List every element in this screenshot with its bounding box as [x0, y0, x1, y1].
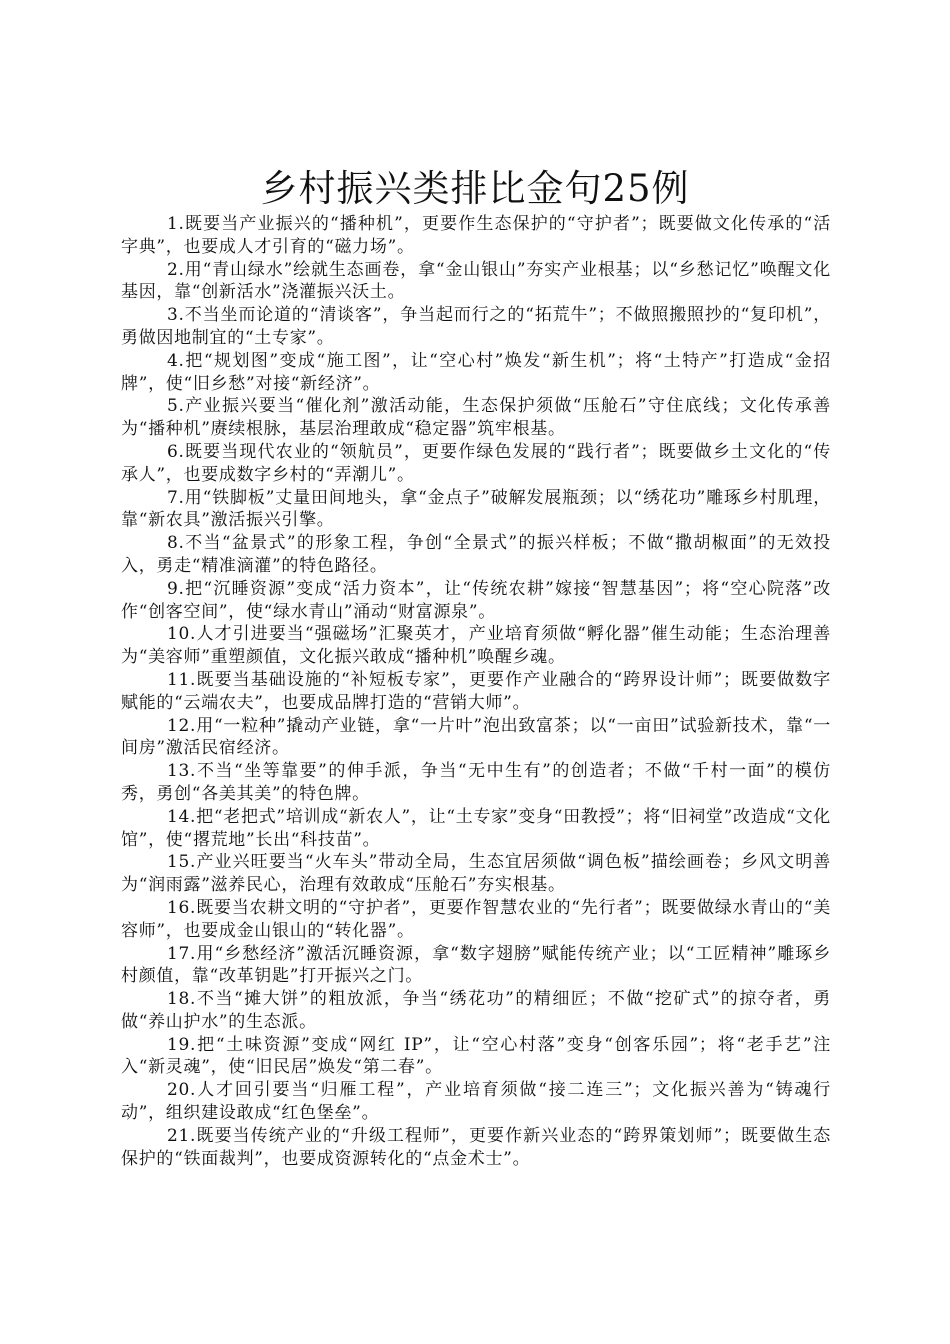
list-item: 9.把“沉睡资源”变成“活力资本”，让“传统农耕”嫁接“智慧基因”；将“空心院落”改作“创客空间”，使“绿水青山”涌动“财富源泉”。	[121, 578, 831, 622]
document-title: 乡村振兴类排比金句25例	[260, 167, 690, 210]
list-item: 7.用“铁脚板”丈量田间地头，拿“金点子”破解发展瓶颈；以“绣花功”雕琢乡村肌理，靠“新农具”激活振兴引擎。	[121, 487, 831, 531]
list-item: 18.不当“摊大饼”的粗放派，争当“绣花功”的精细匠；不做“挖矿式”的掠夺者，勇做“养山护水”的生态派。	[121, 989, 831, 1032]
list-item: 10.人才引进要当“强磁场”汇聚英才，产业培育须做“孵化器”催生动能；生态治理善为“美容师”重塑颜值，文化振兴敢成“播种机”唤醒乡魂。	[121, 624, 831, 668]
list-item: 5.产业振兴要当“催化剂”激活动能，生态保护须做“压舱石”守住底线；文化传承善为“播种机”赓续根脉，基层治理敢成“稳定器”筑牢根基。	[121, 396, 831, 440]
item-list	[121, 213, 831, 1170]
list-item: 14.把“老把式”培训成“新农人”，让“土专家”变身“田教授”；将“旧祠堂”改造成“文化馆”，使“撂荒地”长出“科技苗”。	[121, 806, 831, 850]
list-item: 20.人才回引要当“归雁工程”，产业培育须做“接二连三”；文化振兴善为“铸魂行动”，组织建设敢成“红色堡垒”。	[121, 1080, 831, 1124]
list-item: 12.用“一粒种”撬动产业链，拿“一片叶”泡出致富茶；以“一亩田”试验新技术，靠“一间房”激活民宿经济。	[121, 715, 831, 759]
list-item: 4.把“规划图”变成“施工图”，让“空心村”焕发“新生机”；将“土特产”打造成“金招牌”，使“旧乡愁”对接“新经济”。	[121, 350, 831, 394]
list-item: 19.把“土味资源”变成“网红 IP”，让“空心村落”变身“创客乐园”；将“老手艺”注入“新灵魂”，使“旧民居”焕发“第二春”。	[121, 1034, 831, 1078]
list-item: 16.既要当农耕文明的“守护者”，更要作智慧农业的“先行者”；既要做绿水青山的“美容师”，也要成金山银山的“转化器”。	[121, 897, 831, 941]
list-item: 6.既要当现代农业的“领航员”，更要作绿色发展的“践行者”；既要做乡土文化的“传承人”，也要成数字乡村的“弄潮儿”。	[121, 441, 831, 485]
list-item: 21.既要当传统产业的“升级工程师”，更要作新兴业态的“跨界策划师”；既要做生态保护的“铁面裁判”，也要成资源转化的“点金术士”。	[121, 1125, 831, 1169]
list-item: 8.不当“盆景式”的形象工程，争创“全景式”的振兴样板；不做“撒胡椒面”的无效投入，勇走“精准滴灌”的特色路径。	[121, 533, 831, 576]
list-item: 2.用“青山绿水”绘就生态画卷，拿“金山银山”夯实产业根基；以“乡愁记忆”唤醒文化基因，靠“创新活水”浇灌振兴沃土。	[121, 259, 831, 303]
list-item: 17.用“乡愁经济”激活沉睡资源，拿“数字翅膀”赋能传统产业；以“工匠精神”雕琢乡村颜值，靠“改革钥匙”打开振兴之门。	[121, 943, 831, 987]
list-item: 11.既要当基础设施的“补短板专家”，更要作产业融合的“跨界设计师”；既要做数字赋能的“云端农夫”，也要成品牌打造的“营销大师”。	[121, 669, 831, 713]
list-item: 13.不当“坐等靠要”的伸手派，争当“无中生有”的创造者；不做“千村一面”的模仿秀，勇创“各美其美”的特色牌。	[121, 761, 831, 804]
list-item: 3.不当坐而论道的“清谈客”，争当起而行之的“拓荒牛”；不做照搬照抄的“复印机”，勇做因地制宜的“土专家”。	[121, 305, 831, 348]
list-item: 1.既要当产业振兴的“播种机”，更要作生态保护的“守护者”；既要做文化传承的“活字典”，也要成人才引育的“磁力场”。	[121, 214, 831, 257]
list-item: 15.产业兴旺要当“火车头”带动全局，生态宜居须做“调色板”描绘画卷；乡风文明善为“润雨露”滋养民心，治理有效敢成“压舱石”夯实根基。	[121, 852, 831, 896]
